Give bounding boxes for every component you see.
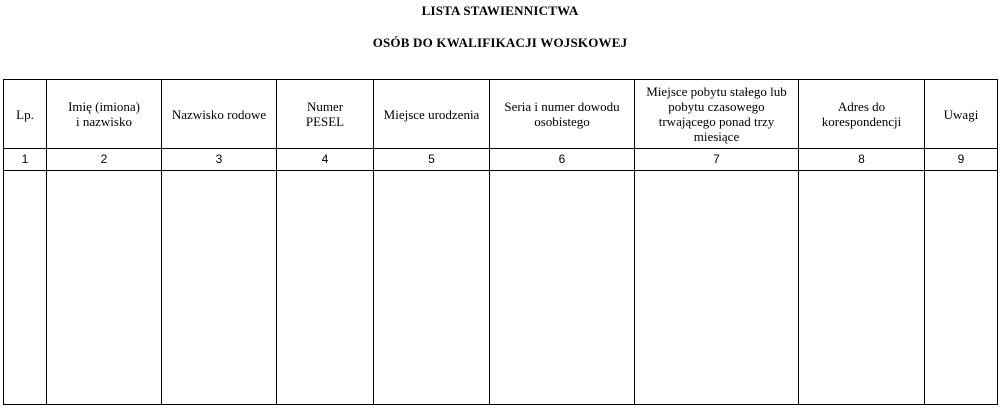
header-id-number <box>490 80 635 149</box>
document-title: LISTA STAWIENNICTWA <box>421 3 579 18</box>
column-number: 5 <box>374 149 490 171</box>
column-number-row <box>4 149 998 171</box>
entry-cell-family-name[interactable] <box>162 171 277 405</box>
column-number: 2 <box>47 149 162 171</box>
column-number: 9 <box>925 149 998 171</box>
header-birthplace <box>374 80 490 149</box>
column-number: 4 <box>277 149 374 171</box>
column-number: 1 <box>4 149 47 171</box>
header-row <box>4 80 998 149</box>
entry-cell-residence[interactable] <box>635 171 799 405</box>
header-correspondence-address-label: Adres do korespondencji <box>821 99 902 129</box>
column-number: 7 <box>635 149 799 171</box>
header-lp-label: Lp. <box>16 106 34 122</box>
header-lp <box>4 80 47 149</box>
document-subtitle: OSÓB DO KWALIFIKACJI WOJSKOWEJ <box>372 35 628 50</box>
header-notes-label: Uwagi <box>943 106 979 122</box>
header-notes <box>925 80 998 149</box>
entry-cell-lp[interactable] <box>4 171 47 405</box>
header-pesel <box>277 80 374 149</box>
entry-cell-correspondence-address[interactable] <box>799 171 925 405</box>
header-pesel-label: Numer PESEL <box>305 99 345 129</box>
attendance-table <box>3 79 998 405</box>
column-number: 8 <box>799 149 925 171</box>
header-residence-label: Miejsce pobytu stałego lub pobytu czasowego trwającego ponad trzy miesiące <box>646 84 787 144</box>
header-birthplace-label: Miejsce urodzenia <box>383 106 480 122</box>
header-first-last-name <box>47 80 162 149</box>
header-family-name-label: Nazwisko rodowe <box>171 106 267 122</box>
entry-cell-first-last-name[interactable] <box>47 171 162 405</box>
entry-cell-birthplace[interactable] <box>374 171 490 405</box>
column-number: 3 <box>162 149 277 171</box>
column-number: 6 <box>490 149 635 171</box>
header-correspondence-address <box>799 80 925 149</box>
empty-entry-row <box>4 171 998 405</box>
header-family-name <box>162 80 277 149</box>
entry-cell-pesel[interactable] <box>277 171 374 405</box>
entry-cell-notes[interactable] <box>925 171 998 405</box>
header-first-last-name-label: Imię (imiona) i nazwisko <box>68 99 140 129</box>
header-residence <box>635 80 799 149</box>
entry-cell-id-number[interactable] <box>490 171 635 405</box>
header-id-number-label: Seria i numer dowodu osobistego <box>504 99 620 129</box>
